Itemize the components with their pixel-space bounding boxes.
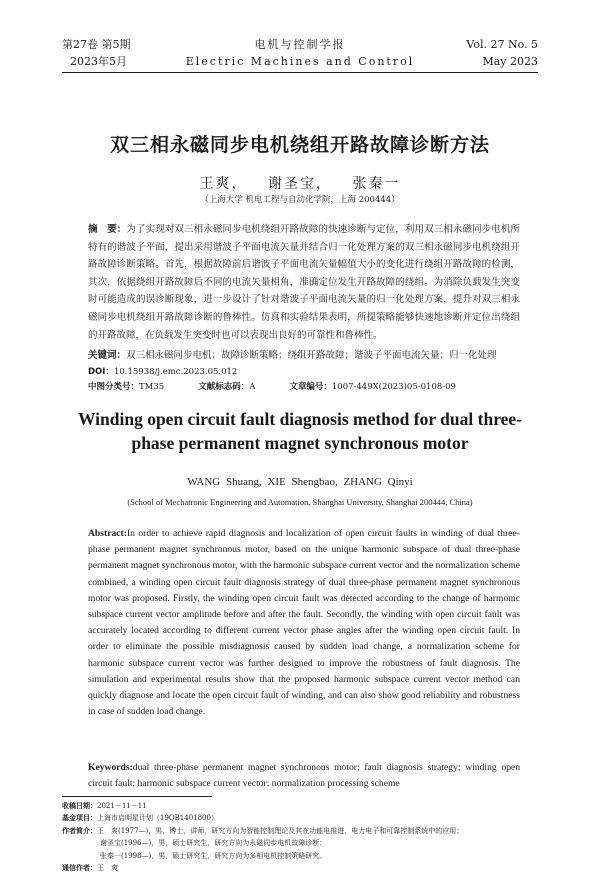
affiliation-cn: （上海大学 机电工程与自动化学院，上海 200444） xyxy=(200,195,400,205)
received-value: 2021－11－11 xyxy=(97,802,147,810)
fund-project xyxy=(62,812,538,824)
header-volume-en xyxy=(466,36,538,70)
fund-label: 基金项目： xyxy=(62,814,97,823)
received-label: 收稿日期： xyxy=(62,802,97,810)
abstract-en xyxy=(88,526,520,720)
running-header xyxy=(62,36,538,73)
doi-label: DOI： xyxy=(88,367,114,377)
header-vol-no-en: Vol. 27 No. 5 xyxy=(466,38,538,51)
affiliation-en: (School of Mechatronic Engineering and Automation, Shanghai University, Shanghai 200444, China) xyxy=(127,497,473,507)
article-title-cn: 双三相永磁同步电机绕组开路故障诊断方法 xyxy=(109,134,490,156)
footnote-divider xyxy=(62,796,212,797)
clc-label: 中图分类号： xyxy=(88,382,140,392)
author-bio xyxy=(62,825,538,837)
abstract-cn xyxy=(88,221,520,344)
keywords-cn-label: 关键词： xyxy=(88,350,127,361)
bio-author-3: 张秦一(1998—)，男，硕士研究生，研究方向为多相电机控制策略研究。 xyxy=(100,851,327,860)
header-volume-issue: 第27卷 第5期 xyxy=(62,38,131,51)
header-date-en: May 2023 xyxy=(482,55,538,68)
corresponding-value: 王 爽 xyxy=(97,864,118,873)
authors-en: WANG Shuang, XIE Shengbao, ZHANG Qinyi xyxy=(187,476,413,488)
journal-name-en: Electric Machines and Control xyxy=(185,55,415,68)
bio-author-1: 王 爽(1977—)，男，博士，讲师，研究方向为智能控制理论及其在功能电推进、电力电子和可靠控制系统中的应用； xyxy=(97,826,464,835)
bio-author-2: 谢圣宝(1996—)，男，硕士研究生，研究方向为永磁同步电机故障诊断； xyxy=(100,839,327,848)
classification-row xyxy=(88,380,520,394)
bio-label: 作者简介： xyxy=(62,826,97,835)
article-id xyxy=(289,380,456,394)
keywords-en xyxy=(88,760,520,792)
doi-row xyxy=(88,365,520,379)
document-code xyxy=(198,380,255,394)
keywords-cn xyxy=(88,348,520,364)
abstract-cn-label: 摘 要： xyxy=(88,224,127,235)
authors-cn: 王爽， 谢圣宝， 张秦一 xyxy=(199,176,401,192)
corresponding-author xyxy=(62,862,538,874)
footnotes xyxy=(62,800,538,874)
abstract-en-text: In order to achieve rapid diagnosis and localization of open circuit faults in winding of dual three-phase permanent magnet synchronous motor, based on the unique harmonic subspace of dual three-phase permanent magnet synchronous motor, with the harmonic subspace current vector and the normalization scheme combined, a winding open circuit fault diagnosis strategy of dual three-phase permanent magnet synchronous motor was proposed. Firstly, the winding open circuit fault was detected according to the change of harmonic subspace current vector amplitude before and after the fault. Secondly, the winding with open circuit fault was accurately located according to different current vector phase angles after the winding open circuit fault. In order to eliminate the possible misdiagnosis caused by sudden load change, a normalization scheme for harmonic subspace current vector was further designed to improve the robustness of fault diagnosis. The simulation and experimental results show that the proposed harmonic subspace current vector method can quickly diagnose and locate the open circuit fault of winding, and can also show good reliability and robustness in case of sudden load change. xyxy=(88,528,520,718)
clc-value: TM35 xyxy=(139,382,165,392)
document-code-value: A xyxy=(249,382,256,392)
corresponding-label: 通信作者： xyxy=(62,864,97,873)
header-date-cn: 2023年5月 xyxy=(70,55,127,68)
fund-value: 上海市启明星计划（19QB1401800） xyxy=(97,814,218,823)
article-id-label: 文章编号： xyxy=(289,382,332,392)
clc-number xyxy=(88,380,164,394)
abstract-cn-text: 为了实现对双三相永磁同步电机绕组开路故障的快速诊断与定位，利用双三相永磁同步电机所特有的谐波子平面，提出采用谐波子平面电流矢量并结合归一化处理方案的双三相永磁同步电机绕组开路故障诊断策略。首先，根据故障前后谐波子平面电流矢量幅值大小的变化进行绕组开路故障的检测，其次，依据绕组开路故障后不同的电流矢量相角，准确定位发生开路故障的绕组。为消除负载发生突变时可能造成的误诊断现象，进一步设计了针对谐波子平面电流矢量的归一化处理方案，提升对双三相永磁同步电机绕组开路故障诊断的鲁棒性。仿真和实验结果表明，所提策略能够快速地诊断并定位出绕组的开路故障，在负载发生突变时也可以表现出良好的可靠性和鲁棒性。 xyxy=(88,224,520,341)
article-id-value: 1007-449X(2023)05-0108-09 xyxy=(331,382,456,392)
doi-value: 10.15938/j.emc.2023.05.012 xyxy=(113,367,238,377)
journal-name-cn: 电机与控制学报 xyxy=(254,38,346,51)
article-title-en: Winding open circuit fault diagnosis method for dual three-phase permanent magnet synchronous motor xyxy=(77,409,523,453)
document-code-label: 文献标志码： xyxy=(198,382,250,392)
keywords-cn-text: 双三相永磁同步电机；故障诊断策略；绕组开路故障；谐波子平面电流矢量；归一化处理 xyxy=(126,350,497,361)
keywords-en-label: Keywords: xyxy=(88,762,133,773)
abstract-en-label: Abstract: xyxy=(88,528,127,539)
received-date xyxy=(62,800,538,812)
keywords-en-text: dual three-phase permanent magnet synchronous motor; fault diagnosis strategy; winding open circuit fault; harmonic subspace current vector; normalization processing scheme xyxy=(88,762,520,789)
